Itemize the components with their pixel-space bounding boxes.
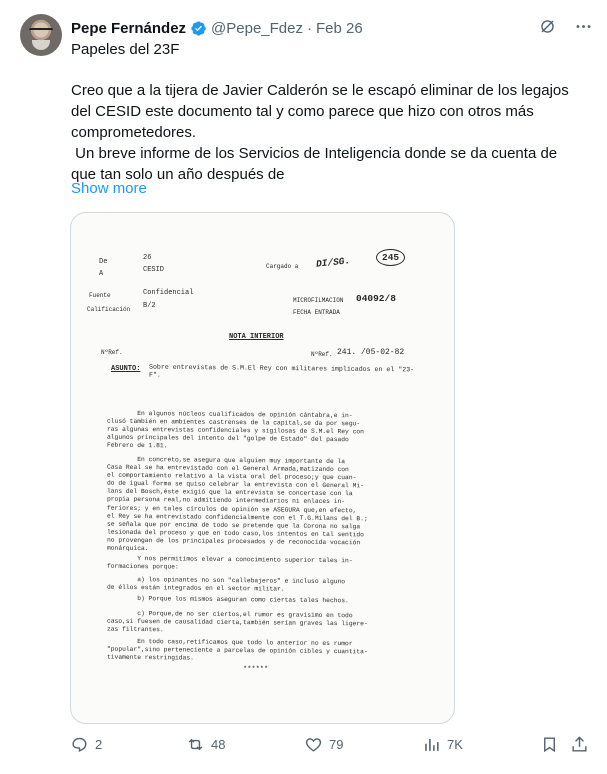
scanned-document <box>71 213 455 724</box>
doc-a-value: CESID <box>143 266 165 274</box>
doc-nota-interior: NOTA INTERIOR <box>229 333 284 341</box>
doc-nref-right-value: 241. /05-02-82 <box>337 348 405 357</box>
tweet-body-paragraph-1: Creo que a la tijera de Javier Calderón se le escapó eliminar de los legajos del CESID este documento tal y como parece que hizo con otros más comprometedores. <box>71 82 573 141</box>
share-icon <box>570 735 589 754</box>
tweet-actions <box>70 735 592 757</box>
repost-count: 48 <box>211 737 226 752</box>
doc-stamp-number: 245 <box>376 249 405 266</box>
doc-paragraph-1: En algunos núcleos cualificados de opinión cántabra,e in- clusó también en ambientes castrenses de la capital,se da por segu- ras algunas entrevistas confidenciales y sigilosas de S.M.el Rey con algunos principales del intento del "golpe de Estado" del pasado Febrero de 1.81. <box>107 409 364 450</box>
doc-microfilm-value: 04092/8 <box>356 293 396 304</box>
doc-fecha-label: FECHA ENTRADA <box>293 309 340 316</box>
share-button[interactable] <box>570 735 589 754</box>
doc-a-label: A <box>99 270 104 278</box>
bookmark-button[interactable] <box>540 735 559 754</box>
doc-fuente-label: Fuente <box>89 292 111 299</box>
doc-nref-left: NºRef. <box>101 349 123 356</box>
avatar-glasses <box>29 28 53 34</box>
views-chart-icon <box>422 735 441 754</box>
doc-end-mark: ****** <box>243 666 269 674</box>
doc-paragraph-7: En todo caso,retificamos que todo lo anterior no es rumor "popular",sino perteneciente a parcelas de opinión cibles y cuantita- tivamente restringidas. <box>107 637 368 662</box>
doc-paragraph-4: a) los opinantes no son "callebajeros" e incluso alguno de éllos están integrados en el sector militar. <box>107 576 346 593</box>
like-button[interactable] <box>304 735 343 754</box>
doc-asunto-label: ASUNTO: <box>111 365 141 373</box>
doc-de-label: De <box>99 258 108 266</box>
verified-badge-icon <box>190 20 207 37</box>
doc-calificacion-label: Calificación <box>87 306 131 313</box>
avatar-beard <box>32 40 50 50</box>
like-count: 79 <box>329 737 344 752</box>
views-count: 7K <box>447 737 463 752</box>
separator-dot: · <box>307 19 312 37</box>
doc-paragraph-6: c) Porque,de no ser ciertos,el rumor es gravísimo en todo caso,si fuesen de causalidad cierta,también serían graves las ligere- zas filtrantes. <box>107 609 368 634</box>
tweet-body <box>71 80 571 185</box>
show-more-link[interactable]: Show more <box>71 180 147 197</box>
doc-microfilm-label: MICROFILMACION <box>293 297 344 304</box>
doc-paragraph-5: b) Porque los mismos aseguran como ciertas tales hechos. <box>107 594 349 605</box>
tweet-date[interactable]: Feb 26 <box>316 19 363 37</box>
tweet-title: Papeles del 23F <box>71 41 180 58</box>
heart-icon <box>304 735 323 754</box>
reply-button[interactable] <box>70 735 102 754</box>
author-name[interactable]: Pepe Fernández <box>71 19 187 37</box>
more-options-icon[interactable] <box>573 16 593 36</box>
top-actions <box>537 16 593 36</box>
repost-icon <box>186 735 205 754</box>
doc-nref-right-label: NºRef. <box>311 351 333 358</box>
reply-count: 2 <box>95 737 103 752</box>
doc-paragraph-3: Y nos permitimos elevar a conocimiento superior tales in- formaciones porque: <box>107 555 353 571</box>
tweet-media-image[interactable] <box>70 212 455 724</box>
repost-button[interactable] <box>186 735 225 754</box>
doc-calificacion-value: B/2 <box>143 302 156 310</box>
bookmark-icon <box>540 735 559 754</box>
views-button[interactable] <box>422 735 463 754</box>
author-handle[interactable]: @Pepe_Fdez <box>211 19 303 37</box>
doc-cargado-label: Cargado a <box>266 263 299 270</box>
reply-icon <box>70 735 89 754</box>
doc-asunto-value: Sobre entrevistas de S.M.El Rey con militares implicados en el "23-F". <box>149 363 415 380</box>
grok-icon[interactable] <box>537 16 557 36</box>
tweet-header <box>71 18 363 38</box>
doc-fuente-value: Confidencial <box>143 289 194 297</box>
doc-de-value: 26 <box>143 254 152 262</box>
doc-paragraph-2: En concreto,se asegura que alguien muy importante de la Casa Real se ha entrevistado con el General Armada,matizando con el comportamiento relativo a la vista oral del proceso;y que cuan- do de igual forma se quiso celebrar la entrevista con el General Mi- lans del Bosch,éste exigió que la entrevista se concertase con la propia persona real,no admitiendo intermediarios ni enlaces in- feriores; y en tales círculos de opinión se ASEGURA que,en efecto, el Rey se ha entrevistado confidencialmente con el T.G.Milans del B.; se señala que por encima de todo se pretende que la Corona no salga lesionada del proceso y que en todo caso,los intentos en tal sentido no provengan de los principales procesados y de reconocida vocación monárquica. <box>107 455 368 553</box>
tweet-body-paragraph-2: Un breve informe de los Servicios de Inteligencia donde se da cuenta de que tan solo un año después de <box>71 145 562 183</box>
avatar[interactable] <box>20 14 62 56</box>
doc-cargado-value: DI/SG. <box>315 255 351 270</box>
